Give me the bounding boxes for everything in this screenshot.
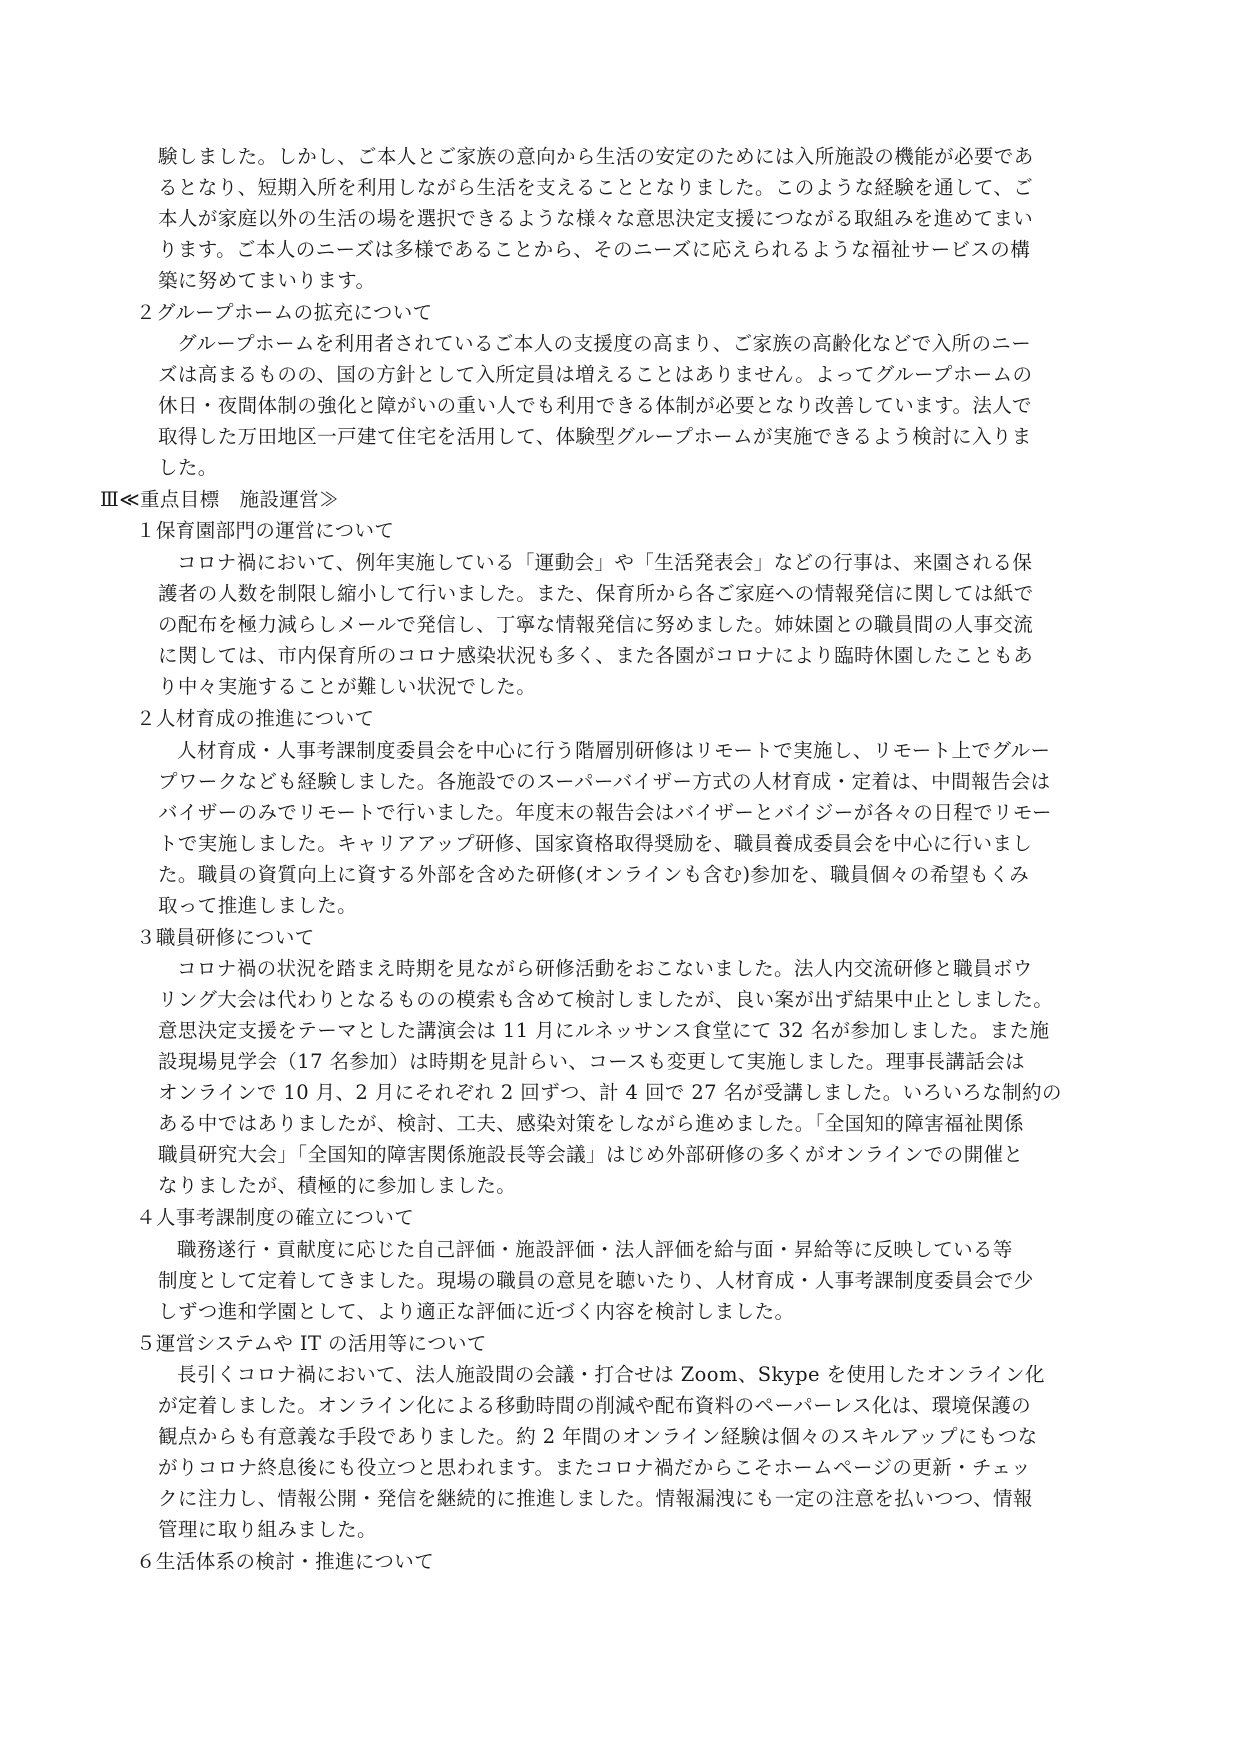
text-line: 職務遂行・貢献度に応じた自己評価・施設評価・法人評価を給与面・昇給等に反映している等 <box>177 1238 1013 1261</box>
text-line: 取って推進しました。 <box>158 894 358 917</box>
section-heading: １保育園部門の運営について <box>136 519 395 542</box>
text-line: 意思決定支援をテーマとした講演会は 11 月にルネッサンス食堂にて 32 名が参加しました。また施 <box>158 1019 1050 1042</box>
text-line: なりましたが、積極的に参加しました。 <box>158 1174 517 1197</box>
text-line: 築に努めてまいります。 <box>158 269 376 292</box>
text-line: リング大会は代わりとなるものの模索も含めて検討しましたが、良い案が出ず結果中止としました。 <box>158 988 1054 1011</box>
text-line: が定着しました。オンライン化による移動時間の削減や配布資料のペーパーレス化は、環境保護の <box>158 1394 1032 1417</box>
section-heading: ６生活体系の検討・推進について <box>136 1550 435 1573</box>
text-line: た。職員の資質向上に資する外部を含めた研修(オンラインも含む)参加を、職員個々の希望もくみ <box>158 863 1030 886</box>
text-line: 人材育成・人事考課制度委員会を中心に行う階層別研修はリモートで実施し、リモート上でグルー <box>177 739 1051 762</box>
section-heading: ４人事考課制度の確立について <box>136 1206 415 1229</box>
text-line: した。 <box>158 456 218 479</box>
text-line: グループホームを利用者されているご本人の支援度の高まり、ご家族の高齢化などで入所のニー <box>177 332 1032 355</box>
section-heading: ２グループホームの拡充について <box>136 301 433 324</box>
text-line: 休日・夜間体制の強化と障がいの重い人でも利用できる体制が必要となり改善しています。法人で <box>158 394 1033 417</box>
text-line: コロナ禍において、例年実施している「運動会」や「生活発表会」などの行事は、来園される保 <box>177 551 1033 574</box>
text-line: バイザーのみでリモートで行いました。年度末の報告会はバイザーとバイジーが各々の日程でリモー <box>158 801 1052 824</box>
text-line: 制度として定着してきました。現場の職員の意見を聴いたり、人材育成・人事考課制度委員会で少 <box>158 1269 1034 1292</box>
text-line: り中々実施することが難しい状況でした。 <box>158 675 537 698</box>
section-heading: ２人材育成の推進について <box>136 707 375 730</box>
text-line: クに注力し、情報公開・発信を継続的に推進しました。情報漏洩にも一定の注意を払いつつ、情報 <box>158 1487 1033 1510</box>
text-line: 取得した万田地区一戸建て住宅を活用して、体験型グループホームが実施できるよう検討に入りま <box>158 425 1032 448</box>
text-line: 観点からも有意義な手段でありました。約 2 年間のオンライン経験は個々のスキルアップにもつな <box>158 1425 1038 1448</box>
text-line: 管理に取り組みました。 <box>158 1518 377 1541</box>
chapter-heading: Ⅲ≪重点目標 施設運営≫ <box>100 488 340 511</box>
text-line: トで実施しました。キャリアアップ研修、国家資格取得奨励を、職員養成委員会を中心に行いまし <box>158 832 1033 855</box>
text-line: コロナ禍の状況を踏まえ時期を見ながら研修活動をおこないました。法人内交流研修と職員ボウ <box>177 957 1033 980</box>
text-line: 長引くコロナ禍において、法人施設間の会議・打合せは Zoom、Skype を使用したオンライン化 <box>177 1363 1045 1386</box>
text-line: オンラインで 10 月、2 月にそれぞれ 2 回ずつ、計 4 回で 27 名が受講しました。いろいろな制約の <box>158 1081 1062 1104</box>
text-line: ズは高まるものの、国の方針として入所定員は増えることはありません。よってグループホームの <box>158 363 1033 386</box>
text-line: 設現場見学会（17 名参加）は時期を見計らい、コースも変更して実施しました。理事長講話会は <box>158 1050 1026 1073</box>
text-line: ります。ご本人のニーズは多様であることから、そのニーズに応えられるような福祉サービスの構 <box>158 238 1031 261</box>
text-line: ある中ではありましたが、検討、工夫、感染対策をしながら進めました。「全国知的障害福祉関係 <box>158 1112 1024 1135</box>
section-heading: ５運営システムや IT の活用等について <box>136 1332 487 1355</box>
text-line: に関しては、市内保育所のコロナ感染状況も多く、また各園がコロナにより臨時休園したこともあ <box>158 644 1034 667</box>
text-line: 護者の人数を制限し縮小して行いました。また、保育所から各ご家庭への情報発信に関しては紙で <box>158 582 1034 605</box>
text-line: しずつ進和学園として、より適正な評価に近づく内容を検討しました。 <box>158 1300 795 1323</box>
text-line: 職員研究大会」「全国知的障害関係施設長等会議」はじめ外部研修の多くがオンラインでの開催と <box>158 1143 1024 1166</box>
section-heading: ３職員研修について <box>136 926 315 949</box>
text-line: 本人が家庭以外の生活の場を選択できるような様々な意思決定支援につながる取組みを進めてまい <box>158 207 1034 230</box>
text-line: 験しました。しかし、ご本人とご家族の意向から生活の安定のためには入所施設の機能が必要であ <box>158 145 1034 168</box>
text-line: プワークなども経験しました。各施設でのスーパーバイザー方式の人材育成・定着は、中間報告会は <box>158 770 1051 793</box>
text-line: の配布を極力減らしメールで発信し、丁寧な情報発信に努めました。姉妹園との職員間の人事交流 <box>158 613 1034 636</box>
text-line: るとなり、短期入所を利用しながら生活を支えることとなりました。このような経験を通して、ご <box>158 176 1034 199</box>
text-line: がりコロナ終息後にも役立つと思われます。またコロナ禍だからこそホームページの更新・チェッ <box>158 1456 1032 1479</box>
